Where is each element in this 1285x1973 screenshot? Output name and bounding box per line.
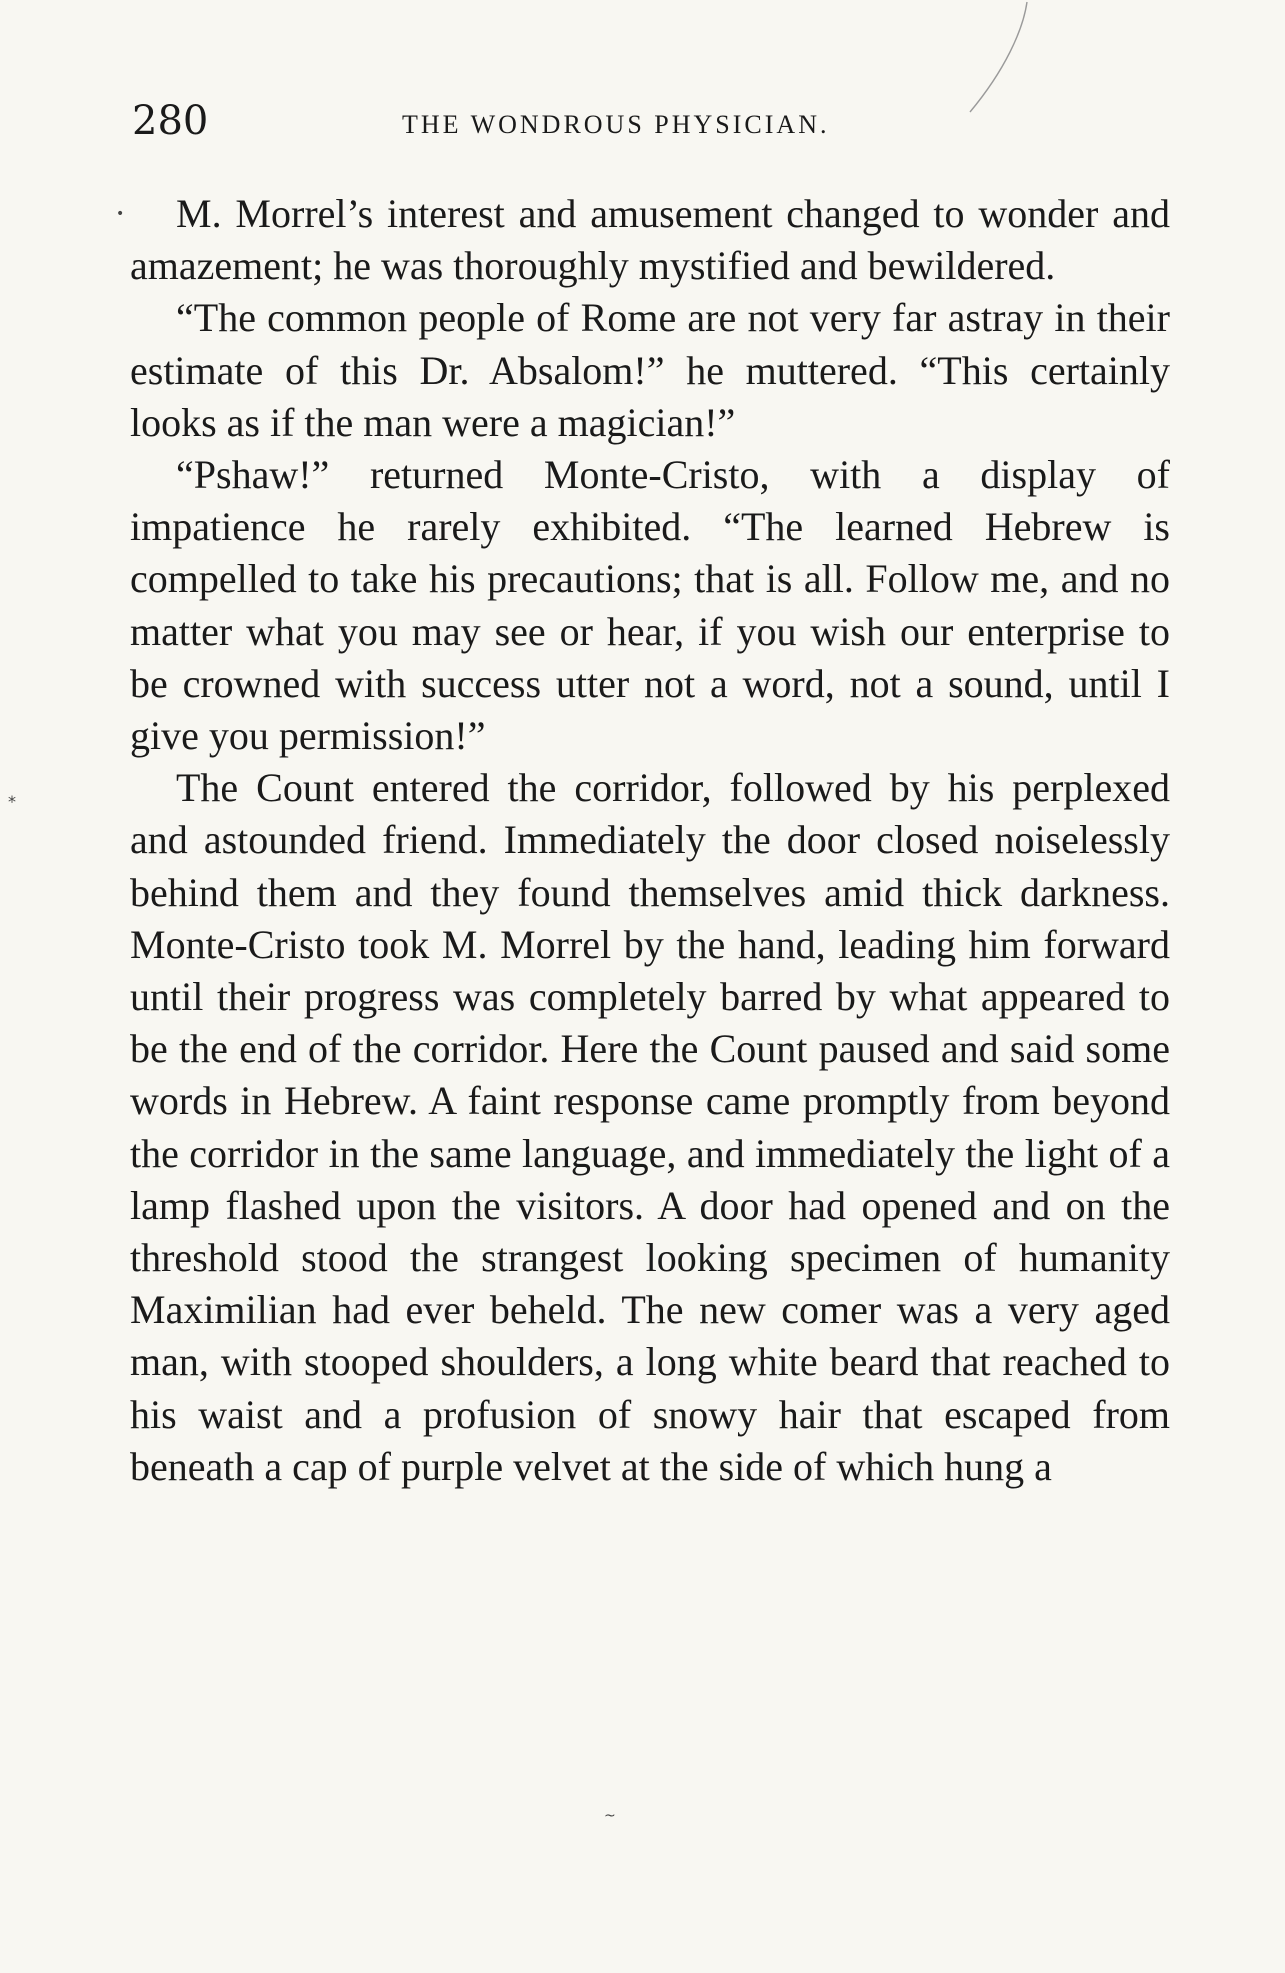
paragraph-2: “The common people of Rome are not very far astray in their estimate of this Dr. Absalom!” he muttered. “This certainly looks as if the man were a magician!”	[130, 295, 1170, 445]
running-title: THE WONDROUS PHYSICIAN.	[402, 110, 830, 139]
margin-dot-mark: •	[116, 206, 125, 222]
page-header	[132, 98, 1172, 148]
paragraph-3: “Pshaw!” returned Monte-Cristo, with a display of impatience he rarely exhibited. “The learned Hebrew is compelled to take his precautions; that is all. Follow me, and no matter what you may see or hear, if you wish our enterprise to be crowned with success utter not a word, not a sound, until I give you permission!”	[130, 452, 1170, 759]
paragraph-4: The Count entered the corridor, followed by his perplexed and astounded friend. Immediately the door closed noiselessly behind them and they found themselves amid thick darkness. Monte-Cristo took M. Morrel by the hand, leading him forward until their progress was completely barred by what appeared to be the end of the corridor. Here the Count paused and said some words in Hebrew. A faint response came promptly from beyond the corridor in the same language, and immediately the light of a lamp flashed upon the visitors. A door had opened and on the threshold stood the strangest looking specimen of humanity Maximilian had ever beheld. The new comer was a very aged man, with stooped shoulders, a long white beard that reached to his waist and a profusion of snowy hair that escaped from beneath a cap of purple velvet at the side of which hung a	[130, 765, 1170, 1489]
footer-dash-mark: ~	[604, 1808, 616, 1824]
paragraph-1: M. Morrel’s interest and amusement changed to wonder and amazement; he was thoroughly mystified and bewildered.	[130, 191, 1170, 289]
page-number: 280	[132, 98, 209, 144]
margin-asterisk-mark: *	[8, 792, 16, 811]
body-text	[130, 188, 1170, 1493]
